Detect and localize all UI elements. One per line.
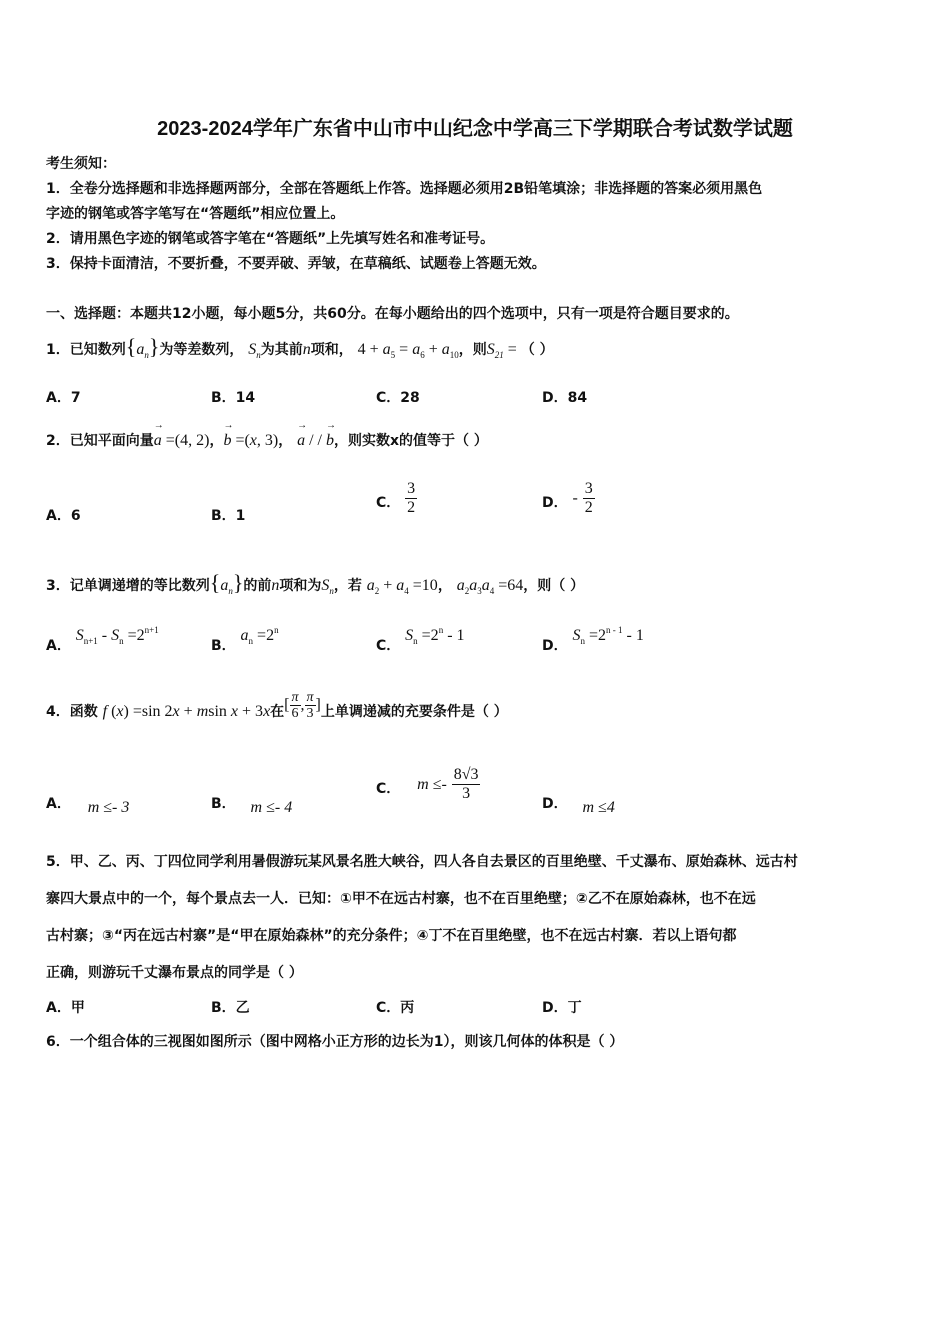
q4-option-c[interactable]: C． m ≤- $\frac{8√3}{3}$ bbox=[376, 766, 479, 802]
question-6: 6．一个组合体的三视图如图所示（图中网格小正方形的边长为1），则该几何体的体积是（ ） bbox=[46, 1034, 624, 1050]
q3-option-b-label: B． bbox=[211, 638, 236, 654]
q3-text-3: 项和为 bbox=[279, 578, 322, 594]
q1-option-d[interactable]: D．84 bbox=[542, 390, 588, 406]
q2-option-b[interactable]: B．1 bbox=[211, 508, 246, 524]
q2-variable: x bbox=[390, 433, 400, 449]
question-1: 1．已知数列$\{a_n\}$为等差数列， $S_n$为其前n项和， $4 + a_5 = a_6 + a_{10}$，则$S_{21}$ = （ ） bbox=[46, 334, 554, 360]
q4-option-b-expr: m ≤- 4 bbox=[250, 799, 293, 816]
q1-text-1: 1．已知数列 bbox=[46, 342, 126, 358]
q2-option-d-label: D． bbox=[542, 494, 568, 511]
q2-text-4: ，则实数 bbox=[334, 433, 390, 449]
q3-option-d-label: D． bbox=[542, 638, 568, 654]
q3-option-c-label: C． bbox=[376, 638, 401, 654]
q5-option-b[interactable]: B．乙 bbox=[211, 1000, 250, 1016]
q3-seq: $\{a_n\}$ bbox=[209, 570, 244, 596]
question-2 bbox=[46, 430, 488, 450]
q4-option-a[interactable] bbox=[46, 793, 130, 816]
q1-equation: $4 + a_5 = a_6 + a_{10}$ bbox=[357, 341, 459, 360]
q2-parallel: → a / / → b bbox=[297, 432, 334, 449]
q3-text-6: ，则（ ） bbox=[523, 578, 585, 594]
q4-text-2: 在 bbox=[270, 703, 285, 720]
q4-option-a-expr: m ≤- 3 bbox=[87, 799, 130, 816]
q4-option-d-label: D． bbox=[542, 796, 568, 812]
q4-text-3: 上单调递减的充要条件是（ ） bbox=[320, 703, 508, 720]
q4-option-b-label: B． bbox=[211, 796, 236, 812]
q3-option-d[interactable]: D． $S_n =2^{n - 1} - 1$ bbox=[542, 625, 644, 654]
q4-function: f (x) =sin 2x + msin x + 3x bbox=[102, 702, 271, 720]
q1-text-6: （ ） bbox=[520, 342, 554, 358]
q3-text-5: ， bbox=[437, 578, 452, 594]
q5-line-4: 正确，则游玩千丈瀑布景点的同学是（ ） bbox=[46, 965, 303, 981]
q5-option-d[interactable]: D．丁 bbox=[542, 1000, 582, 1016]
q4-option-a-label: A． bbox=[46, 796, 71, 812]
q1-text-3: 为其前 bbox=[260, 342, 303, 358]
q4-option-d-expr: m ≤4 bbox=[582, 799, 615, 816]
q2-option-c-fraction: $\frac{3}{2}$ bbox=[407, 480, 416, 516]
q2-option-d-fraction: $\frac{3}{2}$ bbox=[584, 480, 593, 516]
q3-option-c[interactable]: C． $S_n =2^n - 1$ bbox=[376, 625, 465, 654]
q2-text-2: ， bbox=[209, 433, 224, 449]
q5-option-c[interactable]: C．丙 bbox=[376, 1000, 415, 1016]
q1-text-2: 为等差数列， bbox=[159, 342, 244, 358]
q2-option-a[interactable]: A．6 bbox=[46, 508, 81, 524]
q5-line-2: 寨四大景点中的一个，每个景点去一人．已知：①甲不在远古村寨，也不在百里绝壁；②乙不在原始森林，也不在远 bbox=[46, 891, 756, 907]
q3-text-1: 3．记单调递增的等比数列 bbox=[46, 578, 210, 594]
q3-option-b[interactable]: B． $a_n =2^n$ bbox=[211, 625, 279, 654]
q2-option-d-minus: - bbox=[572, 489, 578, 507]
question-4: 4．函数 f (x) =sin 2x + msin x + 3x在[ $\frac{\pi}{6}$ , $\frac{\pi}{3}$ ]上单调递减的充要条件是（ ） bbox=[46, 690, 508, 721]
notice-item-1-line-1: 1．全卷分选择题和非选择题两部分，全部在答题纸上作答。选择题必须用2B铅笔填涂；非选择题的答案必须用黑色 bbox=[46, 181, 763, 197]
q3-text-2: 的前 bbox=[243, 578, 272, 594]
q5-line-1: 5．甲、乙、丙、丁四位同学利用暑假游玩某风景名胜大峡谷，四人各自去景区的百里绝壁、千丈瀑布、原始森林、远古村 bbox=[46, 854, 798, 870]
q1-option-b[interactable]: B．14 bbox=[211, 390, 256, 406]
q2-vector-a: → a =(4, 2) bbox=[154, 432, 210, 449]
q3-option-a[interactable]: A． $S_{n+1} - S_n =2^{n+1}$ bbox=[46, 625, 159, 654]
q1-option-c[interactable]: C．28 bbox=[376, 390, 420, 406]
q1-option-a[interactable]: A．7 bbox=[46, 390, 81, 406]
q2-option-d[interactable] bbox=[542, 480, 595, 517]
q3-equation-2: $a_2a_3a_4 =64$ bbox=[456, 577, 524, 596]
q2-option-c[interactable] bbox=[376, 480, 417, 517]
q2-vector-b: → b =(x, 3) bbox=[223, 432, 278, 449]
q5-option-a[interactable]: A．甲 bbox=[46, 1000, 85, 1016]
question-3: 3．记单调递增的等比数列$\{a_n\}$的前n项和为$S_n$，若 $a_2 + a_4 =10$， $a_2a_3a_4 =64$，则（ ） bbox=[46, 570, 585, 596]
q1-text-5: ，则 bbox=[458, 342, 487, 358]
q2-text-1: 2．已知平面向量 bbox=[46, 433, 154, 449]
q1-sn: $S_n$ bbox=[248, 341, 261, 360]
q4-option-c-label: C． bbox=[376, 780, 401, 797]
notice-item-2: 2．请用黑色字迹的钢笔或答字笔在“答题纸”上先填写姓名和准考证号。 bbox=[46, 231, 495, 247]
q2-option-c-label: C． bbox=[376, 494, 401, 511]
notice-item-3: 3．保持卡面清洁，不要折叠，不要弄破、弄皱，在草稿纸、试题卷上答题无效。 bbox=[46, 256, 546, 272]
notice-item-1-line-2: 字迹的钢笔或答字笔写在“答题纸”相应位置上。 bbox=[46, 206, 345, 222]
q3-text-4: ，若 bbox=[333, 578, 362, 594]
section-heading: 一、选择题：本题共12小题，每小题5分，共60分。在每小题给出的四个选项中，只有一项是符合题目要求的。 bbox=[46, 306, 739, 322]
q1-seq: $\{a_n\}$ bbox=[125, 334, 160, 360]
q4-text-1: 4．函数 bbox=[46, 703, 98, 720]
q4-option-c-fraction: $\frac{8√3}{3}$ bbox=[453, 766, 479, 802]
q2-text-6: 的值等于（ ） bbox=[399, 433, 488, 449]
q4-interval: [ bbox=[284, 696, 290, 714]
q4-option-b[interactable] bbox=[211, 793, 293, 816]
q5-line-3: 古村寨；③“丙在远古村寨”是“甲在原始森林”的充分条件；④丁不在百里绝壁，也不在远古村寨．若以上语句都 bbox=[46, 928, 737, 944]
q3-option-a-label: A． bbox=[46, 638, 71, 654]
q1-s21: $S_{21}$ bbox=[486, 341, 504, 360]
page-title: 2023-2024学年广东省中山市中山纪念中学高三下学期联合考试数学试题 bbox=[157, 118, 793, 140]
notice-heading: 考生须知： bbox=[46, 156, 116, 172]
q1-text-4: 项和， bbox=[310, 342, 353, 358]
q2-text-3: ， bbox=[278, 433, 293, 449]
q4-option-d[interactable] bbox=[542, 793, 615, 816]
q3-equation-1: $a_2 + a_4 =10$ bbox=[366, 577, 438, 596]
